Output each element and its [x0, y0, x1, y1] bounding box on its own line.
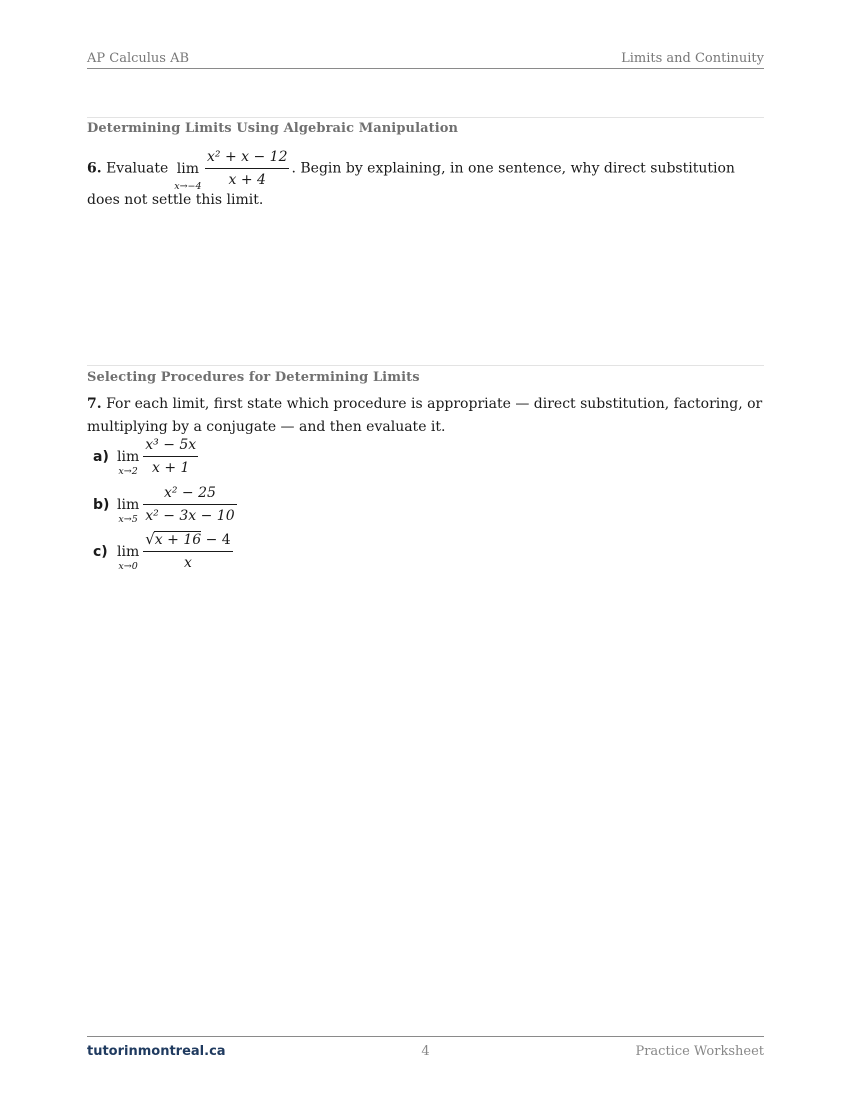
- page-number: 4: [421, 1044, 430, 1059]
- unit-name: Limits and Continuity: [621, 51, 764, 66]
- page-header: [87, 51, 764, 69]
- limit-operator: [117, 543, 140, 572]
- fraction-numerator: x² + x − 12: [207, 149, 288, 165]
- part-b: [93, 484, 239, 525]
- fraction-numerator: x³ − 5x: [145, 437, 197, 453]
- numerator-rest: − 4: [201, 532, 231, 548]
- problem-number: 7.: [87, 396, 102, 412]
- fraction-numerator: [143, 531, 232, 551]
- problem-7: [87, 393, 764, 439]
- square-root-icon: √: [145, 530, 155, 548]
- section-divider: [87, 365, 764, 366]
- fraction-numerator: x² − 25: [163, 485, 216, 501]
- limit-fraction: [205, 148, 289, 189]
- section-divider: [87, 117, 764, 118]
- lim-word: lim: [117, 496, 140, 513]
- problem-lead: Evaluate: [106, 160, 169, 177]
- problem-6-text: . Begin by explaining, in one sentence, why direct substitution does not settle this limit.: [87, 160, 735, 208]
- limit-fraction: [143, 531, 232, 572]
- lim-subscript: x→5: [118, 513, 138, 525]
- limit-operator: [117, 448, 140, 477]
- part-label: b): [93, 496, 110, 513]
- document-type: Practice Worksheet: [635, 1044, 764, 1059]
- part-label: c): [93, 543, 108, 560]
- page-footer: [87, 1036, 764, 1061]
- problem-6: [87, 148, 764, 212]
- problem-number: 6.: [87, 160, 102, 177]
- lim-subscript: x→−4: [174, 180, 202, 192]
- limit-operator: [174, 158, 202, 192]
- lim-word: lim: [176, 160, 199, 177]
- problem-7-text: For each limit, first state which procedure is appropriate — direct substitution, factoring, or multiplying by a conjugate — and then evaluate it.: [87, 396, 763, 435]
- lim-subscript: x→0: [118, 560, 138, 572]
- fraction-denominator: x + 1: [143, 456, 198, 477]
- site-link[interactable]: tutorinmontreal.ca: [87, 1044, 226, 1059]
- lim-subscript: x→2: [118, 465, 138, 477]
- fraction-denominator: x² − 3x − 10: [143, 504, 236, 525]
- section-title-selecting-procedures: Selecting Procedures for Determining Limits: [87, 370, 420, 385]
- part-label: a): [93, 448, 109, 465]
- radicand: x + 16: [154, 532, 202, 548]
- limit-operator: [117, 496, 140, 525]
- fraction-denominator: x: [143, 551, 232, 572]
- limit-fraction: [143, 484, 236, 525]
- part-c: [93, 531, 235, 572]
- course-name: AP Calculus AB: [87, 51, 190, 66]
- fraction-denominator: x + 4: [205, 168, 289, 189]
- lim-word: lim: [117, 543, 140, 560]
- part-a: [93, 436, 200, 477]
- lim-word: lim: [117, 448, 140, 465]
- limit-fraction: [143, 436, 198, 477]
- section-title-algebraic-manipulation: Determining Limits Using Algebraic Manipulation: [87, 121, 459, 136]
